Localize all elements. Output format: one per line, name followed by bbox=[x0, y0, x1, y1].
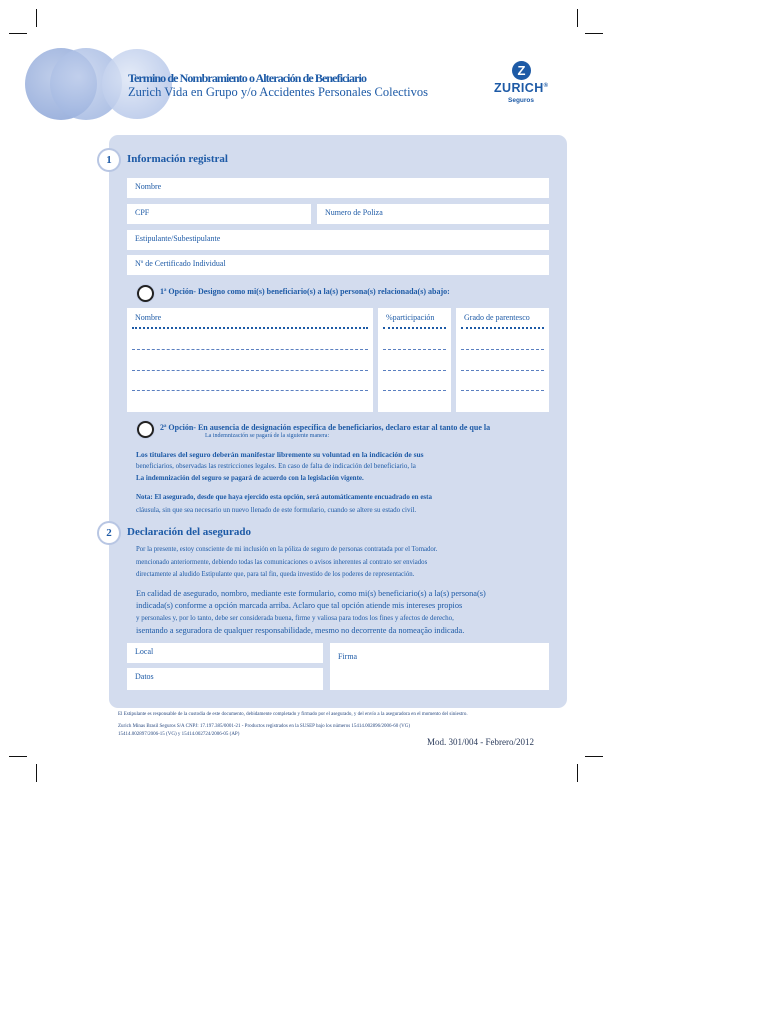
section-title: Declaración del asegurado bbox=[127, 526, 252, 538]
estipulante-field[interactable]: Estipulante/Subestipulante bbox=[127, 230, 549, 250]
declaration-line: y personales y, por lo tanto, debe ser considerada buena, firme y valiosa para todos los fines y afectos de derecho, bbox=[136, 614, 454, 622]
firma-field[interactable]: Firma bbox=[330, 643, 549, 690]
entry-line bbox=[383, 349, 446, 350]
crop-mark bbox=[585, 33, 603, 34]
option1-label: 1ª Opción- Designo como mi(s) beneficiario(s) a la(s) persona(s) relacionada(s) abajo: bbox=[160, 287, 450, 296]
logo-name: ZURICH® bbox=[494, 81, 549, 95]
section-title: Información registral bbox=[127, 153, 228, 165]
certificado-field[interactable]: Nº de Certificado Individual bbox=[127, 255, 549, 275]
section-number-badge: 2 bbox=[99, 523, 119, 543]
entry-line bbox=[383, 327, 446, 329]
document-subtitle: Zurich Vida en Grupo y/o Accidentes Personales Colectivos bbox=[128, 85, 428, 99]
footer-legal: Zurich Minas Brasil Seguros S/A CNPJ: 17.197.385/0001-21 - Productos registrados en la SUSEP bajo los números 15414.002896/2006-60 (VG) bbox=[118, 724, 411, 729]
declaration-line: Por la presente, estoy consciente de mi inclusión en la póliza de seguro de personas contratada por el Tomador. bbox=[136, 546, 438, 553]
beneficiary-name-column[interactable] bbox=[127, 308, 373, 412]
crop-mark bbox=[577, 9, 578, 27]
entry-line bbox=[132, 327, 368, 329]
option2-paragraph-line: La indemnización del seguro se pagará de acuerdo con la legislación vigente. bbox=[136, 474, 364, 482]
logo-sub: Seguros bbox=[508, 97, 535, 104]
option2-sublabel: La indemnización se pagará de la siguiente manera: bbox=[205, 433, 330, 439]
cpf-field[interactable]: CPF bbox=[127, 204, 311, 224]
footer-legal: 15414.002897/2006-15 (VG) y 15414.002724/2006-05 (AP) bbox=[118, 732, 240, 737]
footer-note: El Estipulante es responsable de la custodia de este documento, debidamente completado y firmado por el asegurado, y del envío a la aseguradora en el momento del siniestro. bbox=[118, 712, 468, 717]
entry-line bbox=[132, 370, 368, 371]
local-field[interactable]: Local bbox=[127, 643, 323, 663]
column-header: %participación bbox=[386, 313, 435, 322]
declaration-line: directamente al aludido Estipulante que, para tal fin, queda investido de los poderes de representación. bbox=[136, 571, 415, 578]
entry-line bbox=[461, 370, 544, 371]
numero-poliza-field[interactable]: Numero de Poliza bbox=[317, 204, 549, 224]
crop-mark bbox=[577, 764, 578, 782]
entry-line bbox=[461, 327, 544, 329]
column-header: Nombre bbox=[135, 313, 162, 322]
document-title: Termino de Nombramiento o Alteración de Beneficiario bbox=[128, 71, 367, 85]
section-number-badge: 1 bbox=[99, 150, 119, 170]
declaration-line: indicada(s) conforme a opción marcada arriba. Aclaro que tal opción atiende mis intereses propios bbox=[136, 601, 463, 610]
entry-line bbox=[383, 390, 446, 391]
crop-mark bbox=[9, 33, 27, 34]
entry-line bbox=[132, 349, 368, 350]
declaration-line: En calidad de asegurado, nombro, mediante este formulario, como mi(s) beneficiario(s) a la(s) persona(s) bbox=[136, 589, 486, 598]
entry-line bbox=[383, 370, 446, 371]
crop-mark bbox=[36, 764, 37, 782]
option2-note-line: cláusula, sin que sea necesario un nuevo llenado de este formulario, cuando se altere su estado civil. bbox=[136, 506, 417, 514]
option2-note-line: Nota: El asegurado, desde que haya ejercido esta opción, será automáticamente encuadrado en esta bbox=[136, 493, 432, 501]
form-model-number: Mod. 301/004 - Febrero/2012 bbox=[427, 737, 534, 747]
crop-mark bbox=[585, 756, 603, 757]
nombre-field[interactable]: Nombre bbox=[127, 178, 549, 198]
option1-radio[interactable] bbox=[137, 285, 154, 302]
declaration-line: isentando a seguradora de qualquer responsabilidade, mesmo no decorrente da nomeação indicada. bbox=[136, 626, 465, 635]
entry-line bbox=[132, 390, 368, 391]
participation-column[interactable] bbox=[378, 308, 451, 412]
zurich-z-icon: Z bbox=[512, 61, 531, 80]
crop-mark bbox=[9, 756, 27, 757]
entry-line bbox=[461, 390, 544, 391]
kinship-column[interactable] bbox=[456, 308, 549, 412]
zurich-logo bbox=[494, 61, 556, 107]
option2-label: 2ª Opción- En ausencia de designación específica de beneficiarios, declaro estar al tanto de que la bbox=[160, 423, 491, 432]
declaration-line: mencionado anteriormente, debiendo todas las comunicaciones o avisos inherentes al contrato ser enviados bbox=[136, 559, 428, 566]
option2-paragraph-line: Los titulares del seguro deberán manifestar libremente su voluntad en la indicación de sus bbox=[136, 450, 424, 459]
entry-line bbox=[461, 349, 544, 350]
option2-radio[interactable] bbox=[137, 421, 154, 438]
column-header: Grado de parentesco bbox=[464, 313, 530, 322]
crop-mark bbox=[36, 9, 37, 27]
option2-paragraph-line: beneficiarios, observadas las restricciones legales. En caso de falta de indicación del beneficiario, la bbox=[136, 462, 416, 470]
datos-field[interactable]: Datos bbox=[127, 668, 323, 690]
